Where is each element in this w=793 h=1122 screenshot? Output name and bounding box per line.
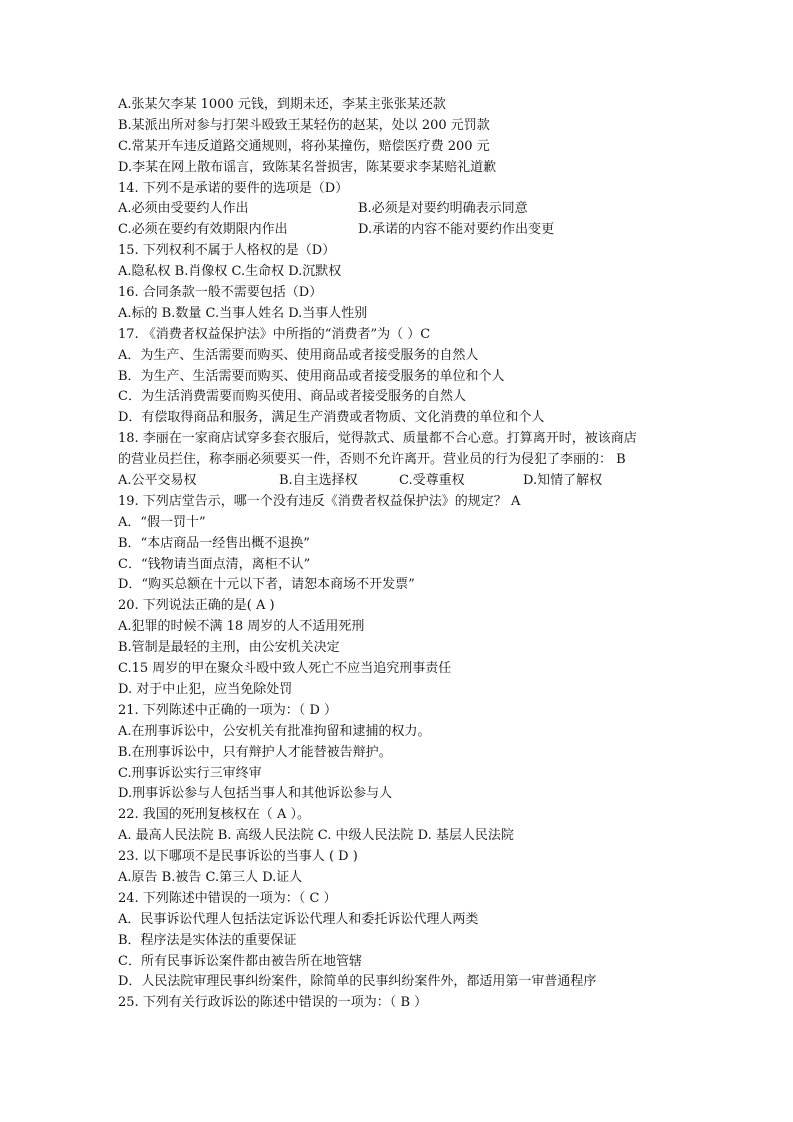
option-b: B．程序法是实体法的重要保证 bbox=[118, 932, 297, 948]
text-line: C.常某开车违反道路交通规则，将孙某撞伤，赔偿医疗费 200 元 bbox=[118, 138, 490, 154]
option-a: A.必须由受要约人作出 bbox=[118, 201, 249, 217]
question-14: 14. 下列不是承诺的要件的选项是（D） bbox=[118, 180, 349, 196]
option-d: D．人民法院审理民事纠纷案件，除简单的民事纠纷案件外，都适用第一审普通程序 bbox=[118, 974, 597, 990]
option-a: A.犯罪的时候不满 18 周岁的人不适用死刑 bbox=[118, 619, 365, 635]
q18-options bbox=[118, 471, 678, 492]
option-a: A.在刑事诉讼中，公安机关有批准拘留和逮捕的权力。 bbox=[118, 723, 431, 739]
option-b: B.必须是对要约明确表示同意 bbox=[358, 201, 528, 217]
option-d: D. 对于中止犯，应当免除处罚 bbox=[118, 681, 293, 697]
option-b: B．为生产、生活需要而购买、使用商品或者接受服务的单位和个人 bbox=[118, 368, 505, 384]
q14-options-row-2 bbox=[118, 220, 678, 241]
option-c: C．所有民事诉讼案件都由被告所在地管辖 bbox=[118, 953, 362, 969]
option-c: C．为生活消费需要而购买使用、商品或者接受服务的自然人 bbox=[118, 389, 466, 405]
option-a: A.公平交易权 bbox=[118, 473, 197, 489]
option-c: C.15 周岁的甲在聚众斗殴中致人死亡不应当追究刑事责任 bbox=[118, 661, 452, 677]
question-23: 23. 以下哪项不是民事诉讼的当事人 ( D ) bbox=[118, 849, 358, 865]
option-d: D．有偿取得商品和服务，满足生产消费或者物质、文化消费的单位和个人 bbox=[118, 410, 545, 426]
option-d: D．“购买总额在十元以下者，请恕本商场不开发票” bbox=[118, 577, 415, 593]
text-line: D.李某在网上散布谣言，致陈某名誉损害，陈某要求李某赔礼道歉 bbox=[118, 159, 497, 175]
option-d: D.承诺的内容不能对要约作出变更 bbox=[358, 222, 555, 238]
question-17: 17. 《消费者权益保护法》中所指的“消费者”为（ ）C bbox=[118, 326, 431, 342]
option-c: C.刑事诉讼实行三审终审 bbox=[118, 765, 262, 781]
option-c: C.必须在要约有效期限内作出 bbox=[118, 222, 288, 238]
option-b: B.在刑事诉讼中，只有辩护人才能替被告辩护。 bbox=[118, 744, 392, 760]
question-25: 25. 下列有关行政诉讼的陈述中错误的一项为：（ B ） bbox=[118, 995, 428, 1011]
question-24: 24. 下列陈述中错误的一项为：（ C ） bbox=[118, 890, 337, 906]
option-d: D.刑事诉讼参与人包括当事人和其他诉讼参与人 bbox=[118, 786, 393, 802]
option-a: A．民事诉讼代理人包括法定诉讼代理人和委托诉讼代理人两类 bbox=[118, 911, 479, 927]
text-line: B.某派出所对参与打架斗殴致王某轻伤的赵某，处以 200 元罚款 bbox=[118, 117, 490, 133]
option-c: C.受尊重权 bbox=[399, 473, 465, 489]
question-19: 19. 下列店堂告示，哪一个没有违反《消费者权益保护法》的规定？ A bbox=[118, 493, 521, 509]
text-line: A.张某欠李某 1000 元钱，到期未还，李某主张张某还款 bbox=[118, 97, 446, 112]
question-18: 18. 李丽在一家商店试穿多套衣服后，觉得款式、质量都不合心意。打算离开时，被该商店 bbox=[118, 431, 637, 447]
option-a: A．为生产、生活需要而购买、使用商品或者接受服务的自然人 bbox=[118, 347, 479, 363]
question-18-cont: 的营业员拦住，称李丽必须要买一件，否则不允许离开。营业员的行为侵犯了李丽的： B bbox=[118, 452, 626, 468]
option-d: D.知情了解权 bbox=[523, 473, 603, 489]
option-b: B．“本店商品一经售出概不退换” bbox=[118, 535, 310, 551]
q14-options-row-1 bbox=[118, 199, 678, 220]
option-b: B.管制是最轻的主刑，由公安机关决定 bbox=[118, 640, 340, 656]
document-page bbox=[118, 95, 678, 1014]
option-b: B.自主选择权 bbox=[279, 473, 358, 489]
question-15: 15. 下列权利不属于人格权的是（D） bbox=[118, 243, 336, 259]
option-a: A．“假一罚十” bbox=[118, 514, 206, 530]
q15-options: A.隐私权 B.肖像权 C.生命权 D.沉默权 bbox=[118, 264, 342, 280]
option-c: C．“钱物请当面点清，离柜不认” bbox=[118, 556, 311, 572]
question-22: 22. 我国的死刑复核权在（ A ）。 bbox=[118, 807, 310, 823]
question-20: 20. 下列说法正确的是( A ) bbox=[118, 598, 275, 614]
question-21: 21. 下列陈述中正确的一项为：（ D ） bbox=[118, 702, 337, 718]
q22-options: A. 最高人民法院 B. 高级人民法院 C. 中级人民法院 D. 基层人民法院 bbox=[118, 828, 514, 844]
q23-options: A.原告 B.被告 C.第三人 D.证人 bbox=[118, 869, 303, 885]
q16-options: A.标的 B.数量 C.当事人姓名 D.当事人性别 bbox=[118, 305, 368, 321]
question-16: 16. 合同条款一般不需要包括（D） bbox=[118, 285, 323, 301]
